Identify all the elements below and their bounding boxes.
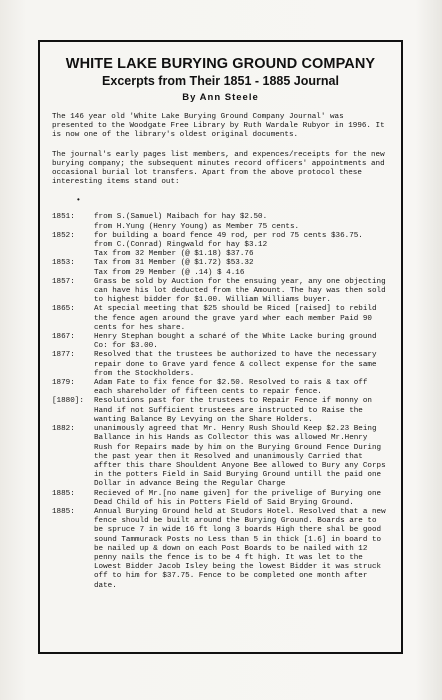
journal-entry [52, 232, 389, 260]
journal-entry [52, 397, 389, 425]
journal-entry [52, 259, 389, 277]
entry-year: 1879: [52, 379, 75, 388]
entry-year: 1885: [52, 507, 75, 516]
intro-paragraph-1: The 146 year old 'White Lake Burying Ground Company Journal' was presented to the Woodgate Free Library by Ruth Wardale Rubyor in 1996. It is now one of the library's oldest original documents. [52, 113, 385, 140]
bullet-mark: • [76, 196, 81, 206]
intro-paragraph-2: The journal's early pages list members, and expences/receipts for the new burying company; the subsequent minutes record officers' appointments and occasional burial lot transfers. Apart from the above protocol these interesting items stand out: [52, 150, 385, 187]
article-subtitle: Excerpts from Their 1851 - 1885 Journal [102, 74, 339, 88]
entry-year: [1880]: [52, 397, 84, 406]
entry-year: 1852: [52, 231, 75, 240]
article-byline: By Ann Steele [182, 92, 259, 103]
journal-entry [52, 305, 389, 333]
entry-year: 1885: [52, 489, 75, 498]
journal-entries [52, 213, 389, 590]
journal-entry [52, 379, 389, 397]
entry-text: Recieved of Mr.[no name given] for the privelige of Burying one Dead Child of his in Potters Field of Said Brying Ground. [94, 489, 382, 507]
entry-year: 1851: [52, 213, 75, 222]
journal-entry [52, 333, 389, 351]
entry-text: Adam Fate to fix fence for $2.50. Resolved to rais & tax off each shareholder of fifteen cents to repair fence. [94, 379, 368, 397]
entry-text: Tax from 31 Member (@ $1.72) $53.32 Tax from 29 Member (@ .14) $ 4.16 [94, 259, 254, 277]
entry-year: 1867: [52, 333, 75, 342]
entry-year: 1853: [52, 259, 75, 268]
entry-text: At special meeting that $25 should be Riced [raised] to rebild the fence agen around the grave yard wher each member Paid 90 cents for hes share. [94, 305, 377, 332]
entry-text: Henry Stephan bought a scharé of the White Lacke buring ground Co: for $3.00. [94, 333, 377, 351]
journal-entry [52, 213, 389, 231]
journal-entry [52, 490, 389, 508]
entry-year: 1857: [52, 277, 75, 286]
journal-entry [52, 425, 389, 489]
entry-text: Grass be sold by Auction for the ensuing year, any one objecting can have his lot deducted from the Amount. The hay was then sold to highest bidder for $1.00. William Williams buyer. [94, 277, 386, 305]
entry-text: Resolved that the trustees be authorized to have the necessary repair done to Grave yard fence & collect expense for the same from the Stockholders. [94, 351, 377, 378]
journal-entry [52, 351, 389, 379]
entry-text: Annual Burying Ground held at Studors Hotel. Resolved that a new fence should be built around the Burying Ground. Boards are to be spruce 7 in wide 16 ft long 3 boards High there shal be good sound Tammurack Posts no Less than 5 in thick [1.6] in board to be nailed up & down on each Post Boards to be nailed with 12 penny nails the fence is to be 4 ft high. It was let to the Lowest Bidder Jacob Isley being the lowest Bidder it was struck off to him for $37.75. Fence to be completed one month after date. [94, 507, 386, 590]
entry-text: for building a board fence 49 rod, per rod 75 cents $36.75. from C.(Conrad) Ringwald for hay $3.12 Tax from 32 Member (@ $1.18) $37.76 [94, 231, 363, 259]
entry-year: 1877: [52, 351, 75, 360]
article-title: WHITE LAKE BURYING GROUND COMPANY [65, 56, 376, 72]
entry-text: unanimously agreed that Mr. Henry Rush Should Keep $2.23 Being Ballance in his Hands as Collector this was allowed Mr.Henry Rush for Repairs made by him on the Burying Ground Fence During the past year then it Resolved and unanimously Carried that affter this thare Shouldent Anyone Bee allowed to Bury any Corps in the potters Field in Said Burying Ground untill the paid one Dollar in advance Being the Regular Charge [94, 425, 386, 489]
entry-year: 1865: [52, 305, 75, 314]
journal-entry [52, 508, 389, 591]
entry-year: 1882: [52, 425, 75, 434]
article-frame [38, 40, 403, 654]
journal-entry [52, 278, 389, 306]
entry-text: Resolutions past for the trustees to Repair Fence if monny on Hand if not Sufficient trustees are instructed to Raise the wanting Balance By Levying on the Share Holders. [94, 397, 372, 424]
entry-text: from S.(Samuel) Maibach for hay $2.50. from H.Yung (Henry Young) as Member 75 cents. [94, 213, 300, 231]
